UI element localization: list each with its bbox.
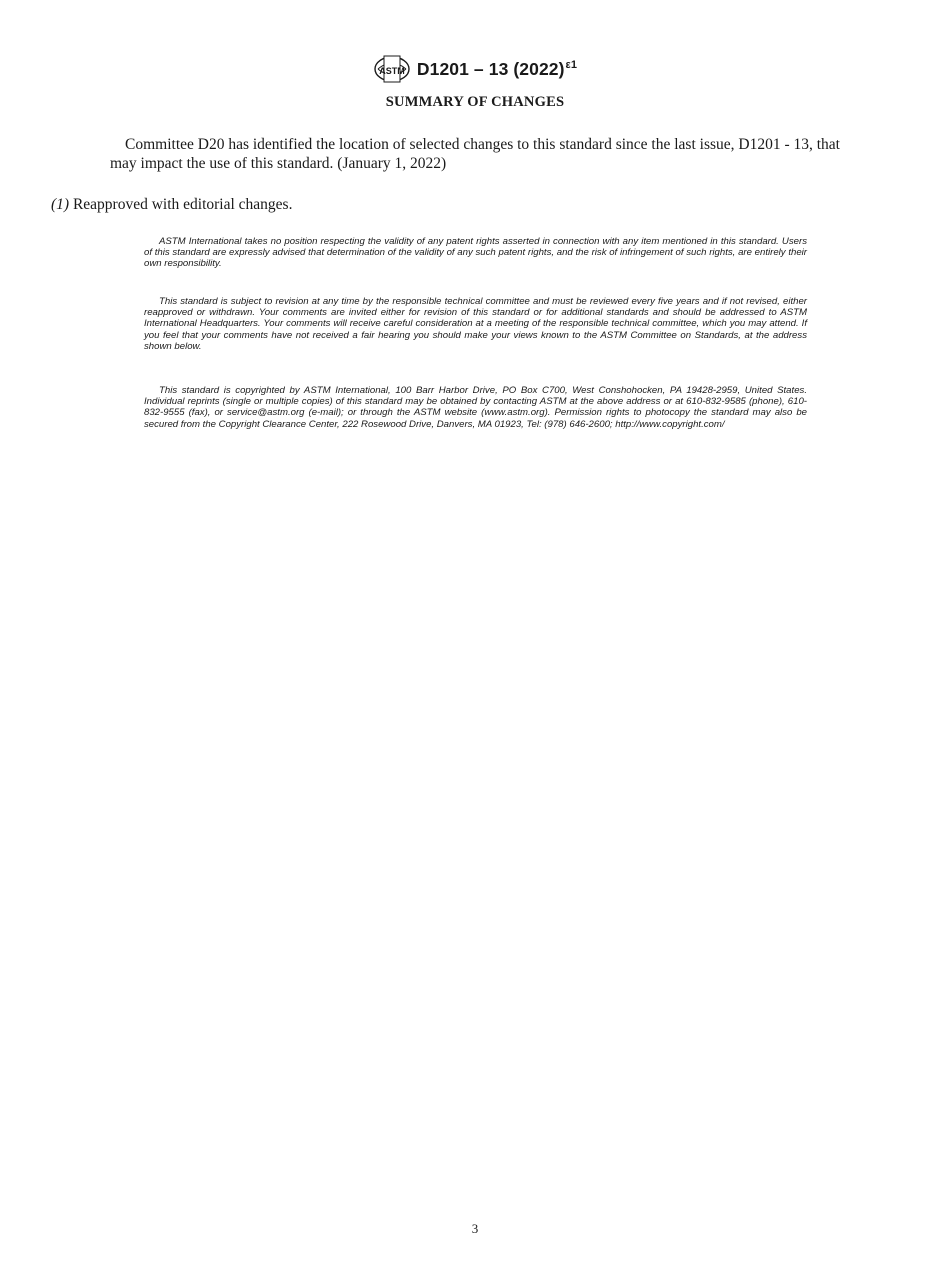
summary-intro: Committee D20 has identified the location of selected changes to this standard since the last issue, D1201 - 13, that may impact the use of this standard. (January 1, 2022) [110, 136, 840, 172]
standard-designation [417, 59, 577, 80]
page-number: 3 [471, 1221, 479, 1236]
astm-logo-icon [373, 53, 411, 85]
summary-title: SUMMARY OF CHANGES [385, 94, 565, 110]
revision-notice: This standard is subject to revision at any time by the responsible technical committee and must be reviewed every five years and if not revised, either reapproved or withdrawn. Your comments are invited either for revision of this standard or for additional standards and should be addressed to ASTM International Headquarters. Your comments will receive careful consideration at a meeting of the responsible technical committee, which you may attend. If you feel that your comments have not received a fair hearing you should make your views known to the ASTM Committee on Standards, at the address shown below. [144, 296, 807, 352]
change-item-text: Reapproved with editorial changes. [69, 196, 293, 213]
designation-text: D1201 – 13 (2022) [416, 58, 565, 79]
patent-notice: ASTM International takes no position respecting the validity of any patent rights asserted in connection with any item mentioned in this standard. Users of this standard are expressly advised that determination of the validity of any such patent rights, and the risk of infringement of such rights, are entirely their own responsibility. [144, 236, 807, 270]
svg-text:ASTM: ASTM [379, 66, 405, 76]
copyright-notice: This standard is copyrighted by ASTM International, 100 Barr Harbor Drive, PO Box C700, West Conshohocken, PA 19428-2959, United States. Individual reprints (single or multiple copies) of this standard may be obtained by contacting ASTM at the above address or at 610-832-9585 (phone), 610-832-9555 (fax), or service@astm.org (e-mail); or through the ASTM website (www.astm.org). Permission rights to photocopy the standard may also be secured from the Copyright Clearance Center, 222 Rosewood Drive, Danvers, MA 01923, Tel: (978) 646-2600; http://www.copyright.com/ [144, 385, 807, 430]
document-header [0, 53, 950, 90]
change-item [51, 195, 851, 214]
change-item-number: (1) [51, 196, 70, 213]
epsilon-superscript: ε1 [565, 58, 578, 71]
header-inner [373, 53, 577, 85]
